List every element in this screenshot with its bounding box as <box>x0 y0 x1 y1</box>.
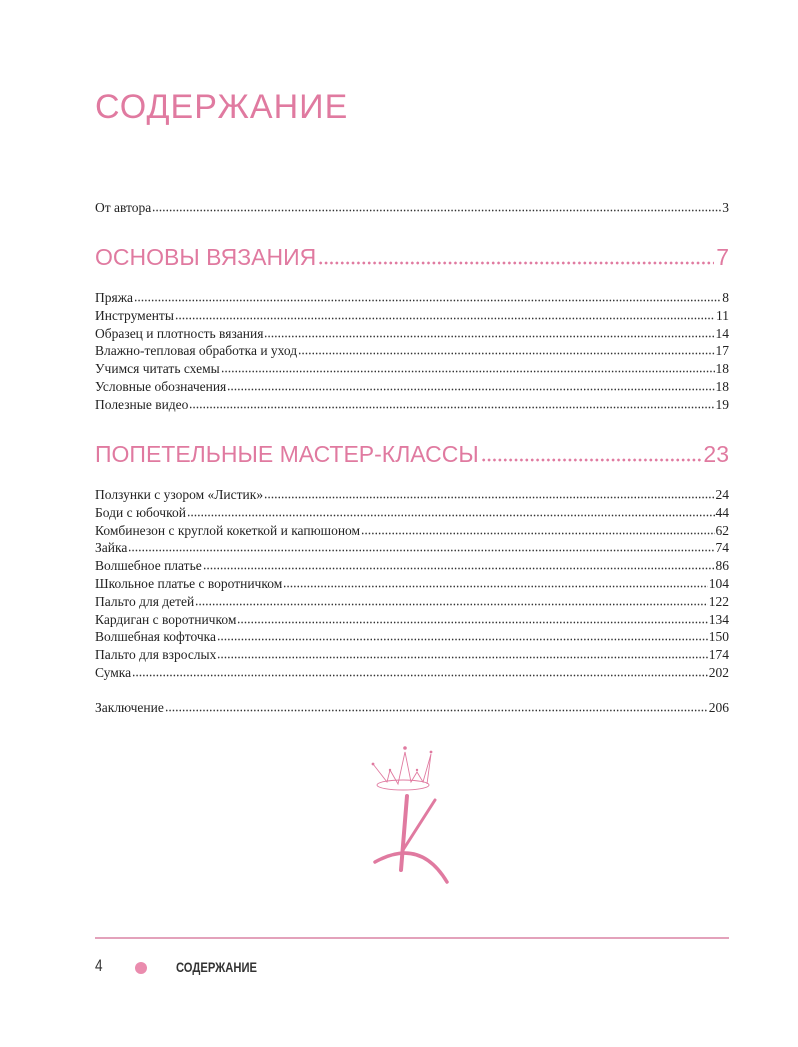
toc-entry-label: Ползунки с узором «Листик» <box>95 487 264 502</box>
toc-entry-label: Учимся читать схемы <box>95 361 220 377</box>
dot-leader <box>264 489 714 499</box>
toc-entry-page: 134 <box>708 611 729 627</box>
dot-leader <box>195 596 707 606</box>
toc-entry-label: Инструменты <box>95 307 174 323</box>
toc-entry-page: 3 <box>722 200 729 215</box>
dot-leader <box>221 363 715 373</box>
dot-leader <box>283 578 707 588</box>
toc-entry-label: Полезные видео <box>95 396 189 412</box>
dot-leader <box>152 202 721 212</box>
toc-entry-page: 17 <box>715 343 729 359</box>
toc-entry-label: Заключение <box>95 700 164 715</box>
dot-leader <box>132 667 708 677</box>
dot-leader <box>298 345 714 355</box>
toc-entry[interactable] <box>95 539 729 557</box>
toc-entry[interactable] <box>95 611 729 629</box>
toc-entry-label: Пальто для взрослых <box>95 647 217 663</box>
toc-entry[interactable] <box>95 557 729 575</box>
toc-entry[interactable] <box>95 486 729 504</box>
dot-leader <box>217 649 707 659</box>
toc-entry-page: 18 <box>715 361 729 377</box>
dot-leader <box>361 525 714 535</box>
toc-entry-page: 11 <box>716 307 729 323</box>
footer-divider <box>95 937 729 939</box>
page-title: СОДЕРЖАНИЕ <box>95 88 349 126</box>
section-heading-label: ОСНОВЫ ВЯЗАНИЯ <box>95 244 317 270</box>
toc-entry-label: Пальто для детей <box>95 593 195 609</box>
toc-entry-label: Волшебное платье <box>95 558 202 574</box>
toc-entry-label: Комбинезон с круглой кокеткой и капюшоном <box>95 522 361 538</box>
toc-section-heading[interactable] <box>95 242 729 272</box>
toc-entry-page: 8 <box>722 290 729 305</box>
toc-section-heading[interactable] <box>95 439 729 469</box>
toc-entry[interactable] <box>95 646 729 664</box>
footer-section-title: СОДЕРЖАНИЕ <box>176 959 257 975</box>
crown-k-logo <box>365 742 465 892</box>
toc-entry-label: Условные обозначения <box>95 379 227 394</box>
toc-entry[interactable] <box>95 199 729 217</box>
toc-entry[interactable] <box>95 628 729 646</box>
toc-entry-label: От автора <box>95 200 152 215</box>
toc-entry-label: Кардиган с воротничком <box>95 611 237 627</box>
toc-entry-label: Зайка <box>95 540 128 556</box>
toc-entry-label: Влажно-тепловая обработка и уход <box>95 343 298 359</box>
toc-entry-label: Волшебная кофточка <box>95 629 216 645</box>
toc-entry-page: 150 <box>708 629 729 645</box>
toc-entry[interactable] <box>95 396 729 414</box>
section-heading-page: 7 <box>716 244 729 270</box>
toc-entry-page: 206 <box>708 700 729 715</box>
dot-leader <box>189 399 714 409</box>
toc-entry-page: 18 <box>715 379 729 394</box>
toc-entry-label: Боди с юбочкой <box>95 504 186 520</box>
toc-entry[interactable] <box>95 504 729 522</box>
toc-entry[interactable] <box>95 522 729 540</box>
toc-entry-page: 86 <box>715 558 729 574</box>
dot-leader <box>481 448 702 462</box>
toc-entry-page: 104 <box>708 576 729 591</box>
dot-leader <box>318 251 714 265</box>
toc-entry[interactable] <box>95 699 729 717</box>
toc-entry[interactable] <box>95 307 729 325</box>
dot-leader <box>128 542 714 552</box>
toc-entry-page: 174 <box>708 647 729 663</box>
toc-entry-page: 19 <box>715 396 729 412</box>
toc-entry[interactable] <box>95 289 729 307</box>
dot-leader <box>264 328 714 338</box>
dot-leader <box>187 507 715 517</box>
footer-bullet-icon <box>135 962 147 974</box>
toc-entry[interactable] <box>95 360 729 378</box>
toc-entry[interactable] <box>95 575 729 593</box>
toc-entry[interactable] <box>95 593 729 611</box>
footer-page-number: 4 <box>95 956 103 975</box>
toc-entry-page: 122 <box>708 593 729 609</box>
dot-leader <box>165 702 708 712</box>
toc-entry-page: 24 <box>715 487 729 502</box>
toc-entry-page: 44 <box>715 504 729 520</box>
toc-entry[interactable] <box>95 664 729 682</box>
toc-entry-label: Образец и плотность вязания <box>95 325 264 341</box>
toc-entry[interactable] <box>95 378 729 396</box>
dot-leader <box>203 560 715 570</box>
toc-entry[interactable] <box>95 325 729 343</box>
toc-entry-label: Сумка <box>95 665 132 680</box>
toc-entry-label: Пряжа <box>95 290 134 305</box>
section-heading-label: ПОПЕТЕЛЬНЫЕ МАСТЕР-КЛАССЫ <box>95 441 479 467</box>
toc-entry-page: 14 <box>715 325 729 341</box>
dot-leader <box>237 614 707 624</box>
toc-entry-page: 62 <box>715 522 729 538</box>
toc-entry[interactable] <box>95 342 729 360</box>
dot-leader <box>134 292 721 302</box>
dot-leader <box>227 381 714 391</box>
dot-leader <box>217 631 708 641</box>
dot-leader <box>175 310 715 320</box>
toc-entry-page: 74 <box>715 540 729 556</box>
toc-entry-label: Школьное платье с воротничком <box>95 576 283 591</box>
section-heading-page: 23 <box>703 441 729 467</box>
toc-entry-page: 202 <box>708 665 729 680</box>
